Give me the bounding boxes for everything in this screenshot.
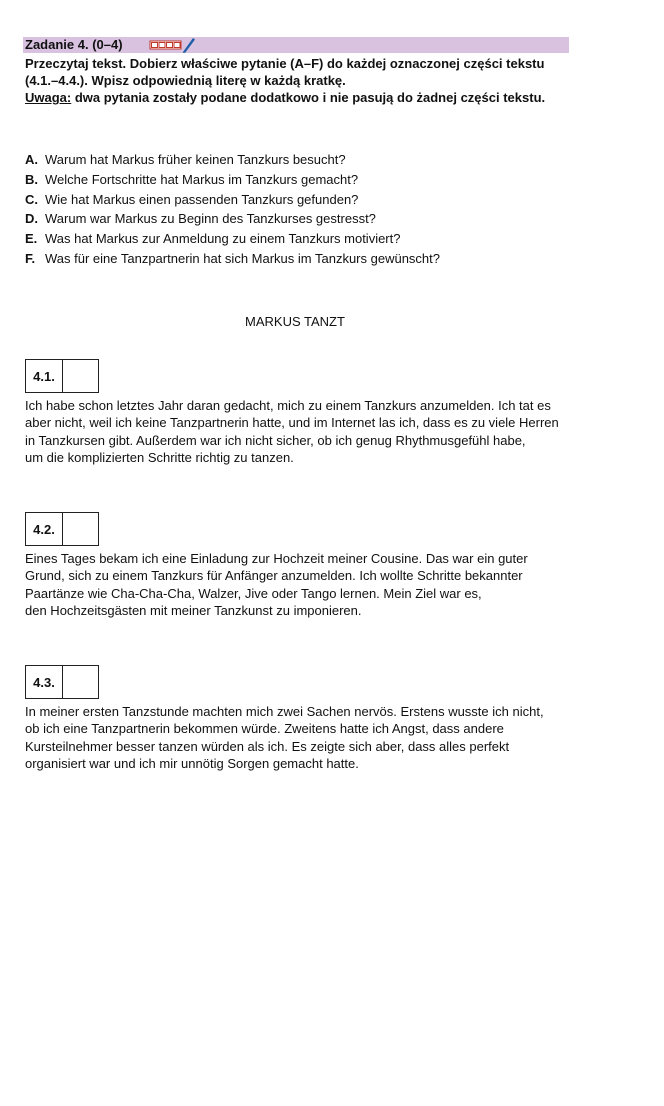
answer-box-4-1 <box>25 359 99 393</box>
question-text: Was hat Markus zur Anmeldung zu einem Tanzkurs motiviert? <box>45 231 401 247</box>
question-letter: B. <box>25 171 38 187</box>
text-line: Grund, sich zu einem Tanzkurs für Anfänger anzumelden. Ich wollte Schritte bekannter <box>25 568 523 584</box>
task-title: Zadanie 4. (0–4) <box>25 37 123 52</box>
answer-box-number: 4.3. <box>26 666 63 698</box>
text-line: in Tanzkursen gibt. Außerdem war ich nicht sicher, ob ich genug Rhythmusgefühl habe, <box>25 432 526 448</box>
answer-input-cell[interactable] <box>63 513 98 545</box>
text-line: In meiner ersten Tanzstunde machten mich zwei Sachen nervös. Erstens wusste ich nicht, <box>25 704 544 719</box>
task-header-bar <box>23 37 569 53</box>
text-line: aber nicht, weil ich keine Tanzpartnerin hatte, und im Internet las ich, dass es zu viele Herren <box>25 415 559 431</box>
question-text: Warum war Markus zu Beginn des Tanzkurses gestresst? <box>45 211 376 227</box>
answer-box-number: 4.2. <box>26 513 63 545</box>
text-line: Kursteilnehmer besser tanzen würden als ich. Es zeigte sich aber, dass alles perfekt <box>25 738 510 754</box>
score-badge-pen-icon <box>149 37 197 53</box>
answer-box-4-2 <box>25 512 99 546</box>
text-line: den Hochzeitsgästen mit meiner Tanzkunst zu imponieren. <box>25 602 362 618</box>
note-text: dwa pytania zostały podane dodatkowo i nie pasują do żadnej części tekstu. <box>71 90 546 105</box>
question-letter: D. <box>25 211 38 227</box>
text-line: Eines Tages bekam ich eine Einladung zur Hochzeit meiner Cousine. Das war ein guter <box>25 551 528 566</box>
text-section-4-3 <box>25 703 625 772</box>
text-section-4-1 <box>25 397 625 466</box>
instruction-line-2: (4.1.–4.4.). Wpisz odpowiednią literę w każdą kratkę. <box>25 73 346 88</box>
answer-input-cell[interactable] <box>63 666 98 698</box>
instruction-line-1: Przeczytaj tekst. Dobierz właściwe pytanie (A–F) do każdej oznaczonej części tekstu <box>25 56 545 71</box>
text-line: ob ich eine Tanzpartnerin bekommen würde. Zweitens hatte ich Angst, dass andere <box>25 721 504 737</box>
question-letter: C. <box>25 191 38 207</box>
question-list <box>25 150 440 269</box>
text-line: Ich habe schon letztes Jahr daran gedacht, mich zu einem Tanzkurs anzumelden. Ich tat es <box>25 398 551 413</box>
note-label: Uwaga: <box>25 90 72 105</box>
question-item <box>25 209 440 229</box>
question-text: Wie hat Markus einen passenden Tanzkurs gefunden? <box>45 191 359 207</box>
text-line: organisiert war und ich mir unnötig Sorgen gemacht hatte. <box>25 755 359 771</box>
answer-input-cell[interactable] <box>63 360 98 392</box>
question-item <box>25 150 440 170</box>
answer-box-4-3 <box>25 665 99 699</box>
question-item <box>25 190 440 210</box>
question-text: Warum hat Markus früher keinen Tanzkurs besucht? <box>45 152 346 167</box>
question-letter: E. <box>25 231 38 247</box>
instruction-note <box>25 89 585 106</box>
text-line: um die komplizierten Schritte richtig zu tanzen. <box>25 449 294 465</box>
question-item <box>25 249 440 269</box>
text-title: MARKUS TANZT <box>245 314 345 329</box>
question-text: Welche Fortschritte hat Markus im Tanzkurs gemacht? <box>45 171 359 187</box>
question-letter: A. <box>25 152 38 167</box>
question-letter: F. <box>25 250 36 266</box>
text-section-4-2 <box>25 550 625 619</box>
question-item <box>25 229 440 249</box>
question-item <box>25 170 440 190</box>
question-text: Was für eine Tanzpartnerin hat sich Markus im Tanzkurs gewünscht? <box>45 250 440 266</box>
answer-box-number: 4.1. <box>26 360 63 392</box>
text-line: Paartänze wie Cha-Cha-Cha, Walzer, Jive oder Tango lernen. Mein Ziel war es, <box>25 585 482 601</box>
task-instruction <box>25 55 585 106</box>
